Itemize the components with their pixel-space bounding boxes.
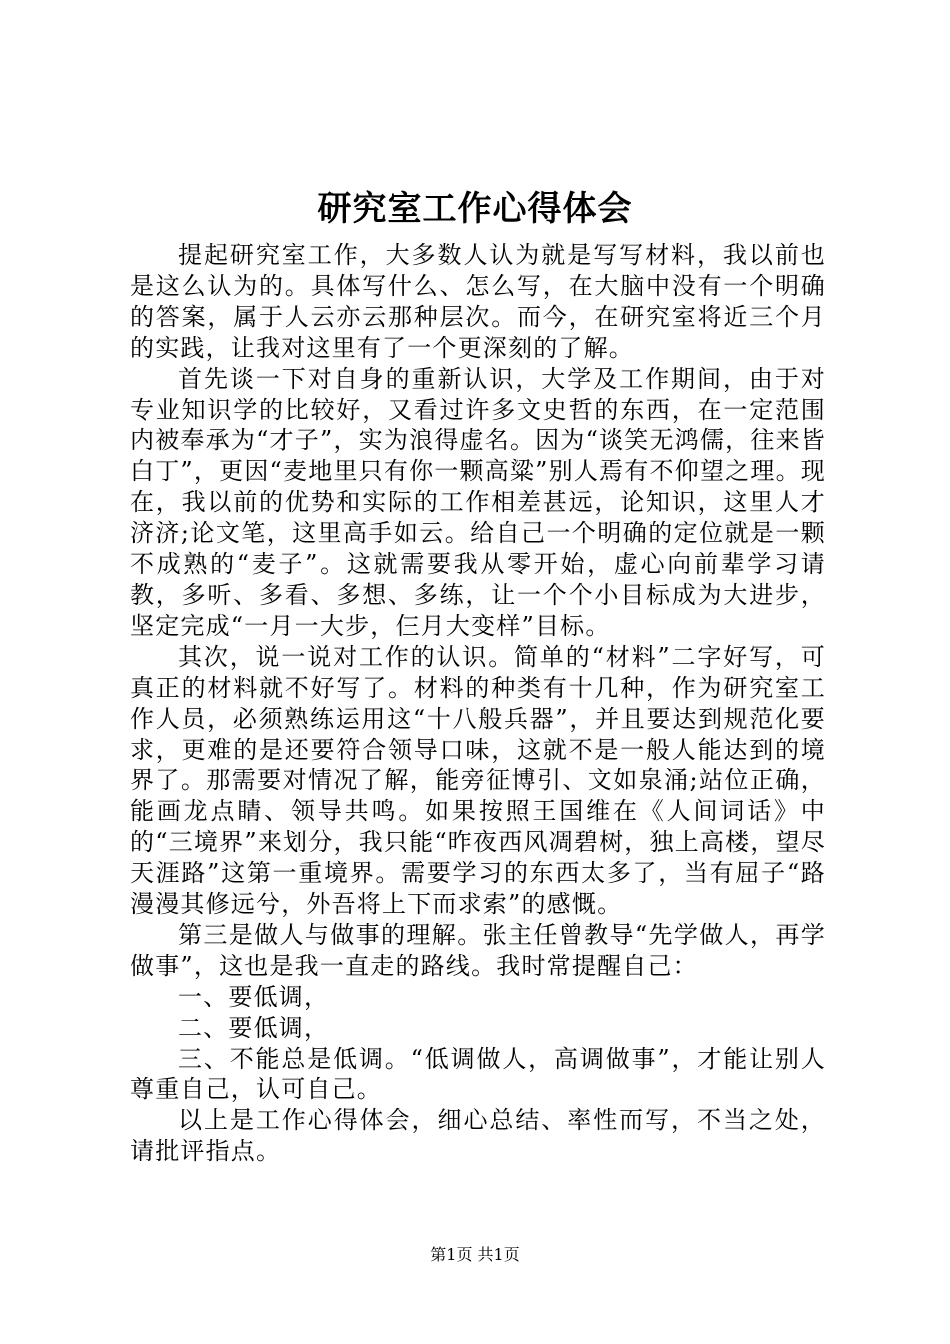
- list-item-one: 一、要低调，: [178, 982, 330, 1011]
- paragraph-conclusion: 以上是工作心得体会，细心总结、率性而写，不当之处，请批评指点。: [130, 1106, 826, 1166]
- paragraph-conduct: 第三是做人与做事的理解。张主任曾教导“先学做人，再学做事”，这也是我一直走的路线。我时常提醒自己：: [130, 920, 826, 980]
- list-item-two: 二、要低调，: [178, 1013, 330, 1042]
- document-body: [130, 240, 826, 1167]
- document-title: 研究室工作心得体会: [317, 189, 633, 229]
- paragraph-self-recognition: 首先谈一下对自身的重新认识，大学及工作期间，由于对专业知识学的比较好，又看过许多文史哲的东西，在一定范围内被奉承为“才子”，实为浪得虚名。因为“谈笑无鸿儒，往来皆白丁”，更因“麦地里只有你一颗高粱”别人焉有不仰望之理。现在，我以前的优势和实际的工作相差甚远，论知识，这里人才济济;论文笔，这里高手如云。给自己一个明确的定位就是一颗不成熟的“麦子”。这就需要我从零开始，虚心向前辈学习请教，多听、多看、多想、多练，让一个个小目标成为大进步，坚定完成“一月一大步，仨月大变样”目标。: [130, 364, 826, 640]
- paragraph-work-recognition: 其次，说一说对工作的认识。简单的“材料”二字好写，可真正的材料就不好写了。材料的种类有十几种，作为研究室工作人员，必须熟练运用这“十八般兵器”，并且要达到规范化要求，更难的是还要符合领导口味，这就不是一般人能达到的境界了。那需要对情况了解，能旁征博引、文如泉涌;站位正确，能画龙点睛、领导共鸣。如果按照王国维在《人间词话》中的“三境界”来划分，我只能“昨夜西风凋碧树，独上高楼，望尽天涯路”这第一重境界。需要学习的东西太多了，当有屈子“路漫漫其修远兮，外吾将上下而求索”的感慨。: [130, 642, 826, 919]
- page-number-footer: 第1页 共1页: [430, 1245, 520, 1264]
- list-item-three: 三、不能总是低调。“低调做人，高调做事”，才能让别人尊重自己，认可自己。: [130, 1044, 826, 1104]
- paragraph-intro: 提起研究室工作，大多数人认为就是写写材料，我以前也是这么认为的。具体写什么、怎么写，在大脑中没有一个明确的答案，属于人云亦云那种层次。而今，在研究室将近三个月的实践，让我对这里有了一个更深刻的了解。: [130, 241, 826, 362]
